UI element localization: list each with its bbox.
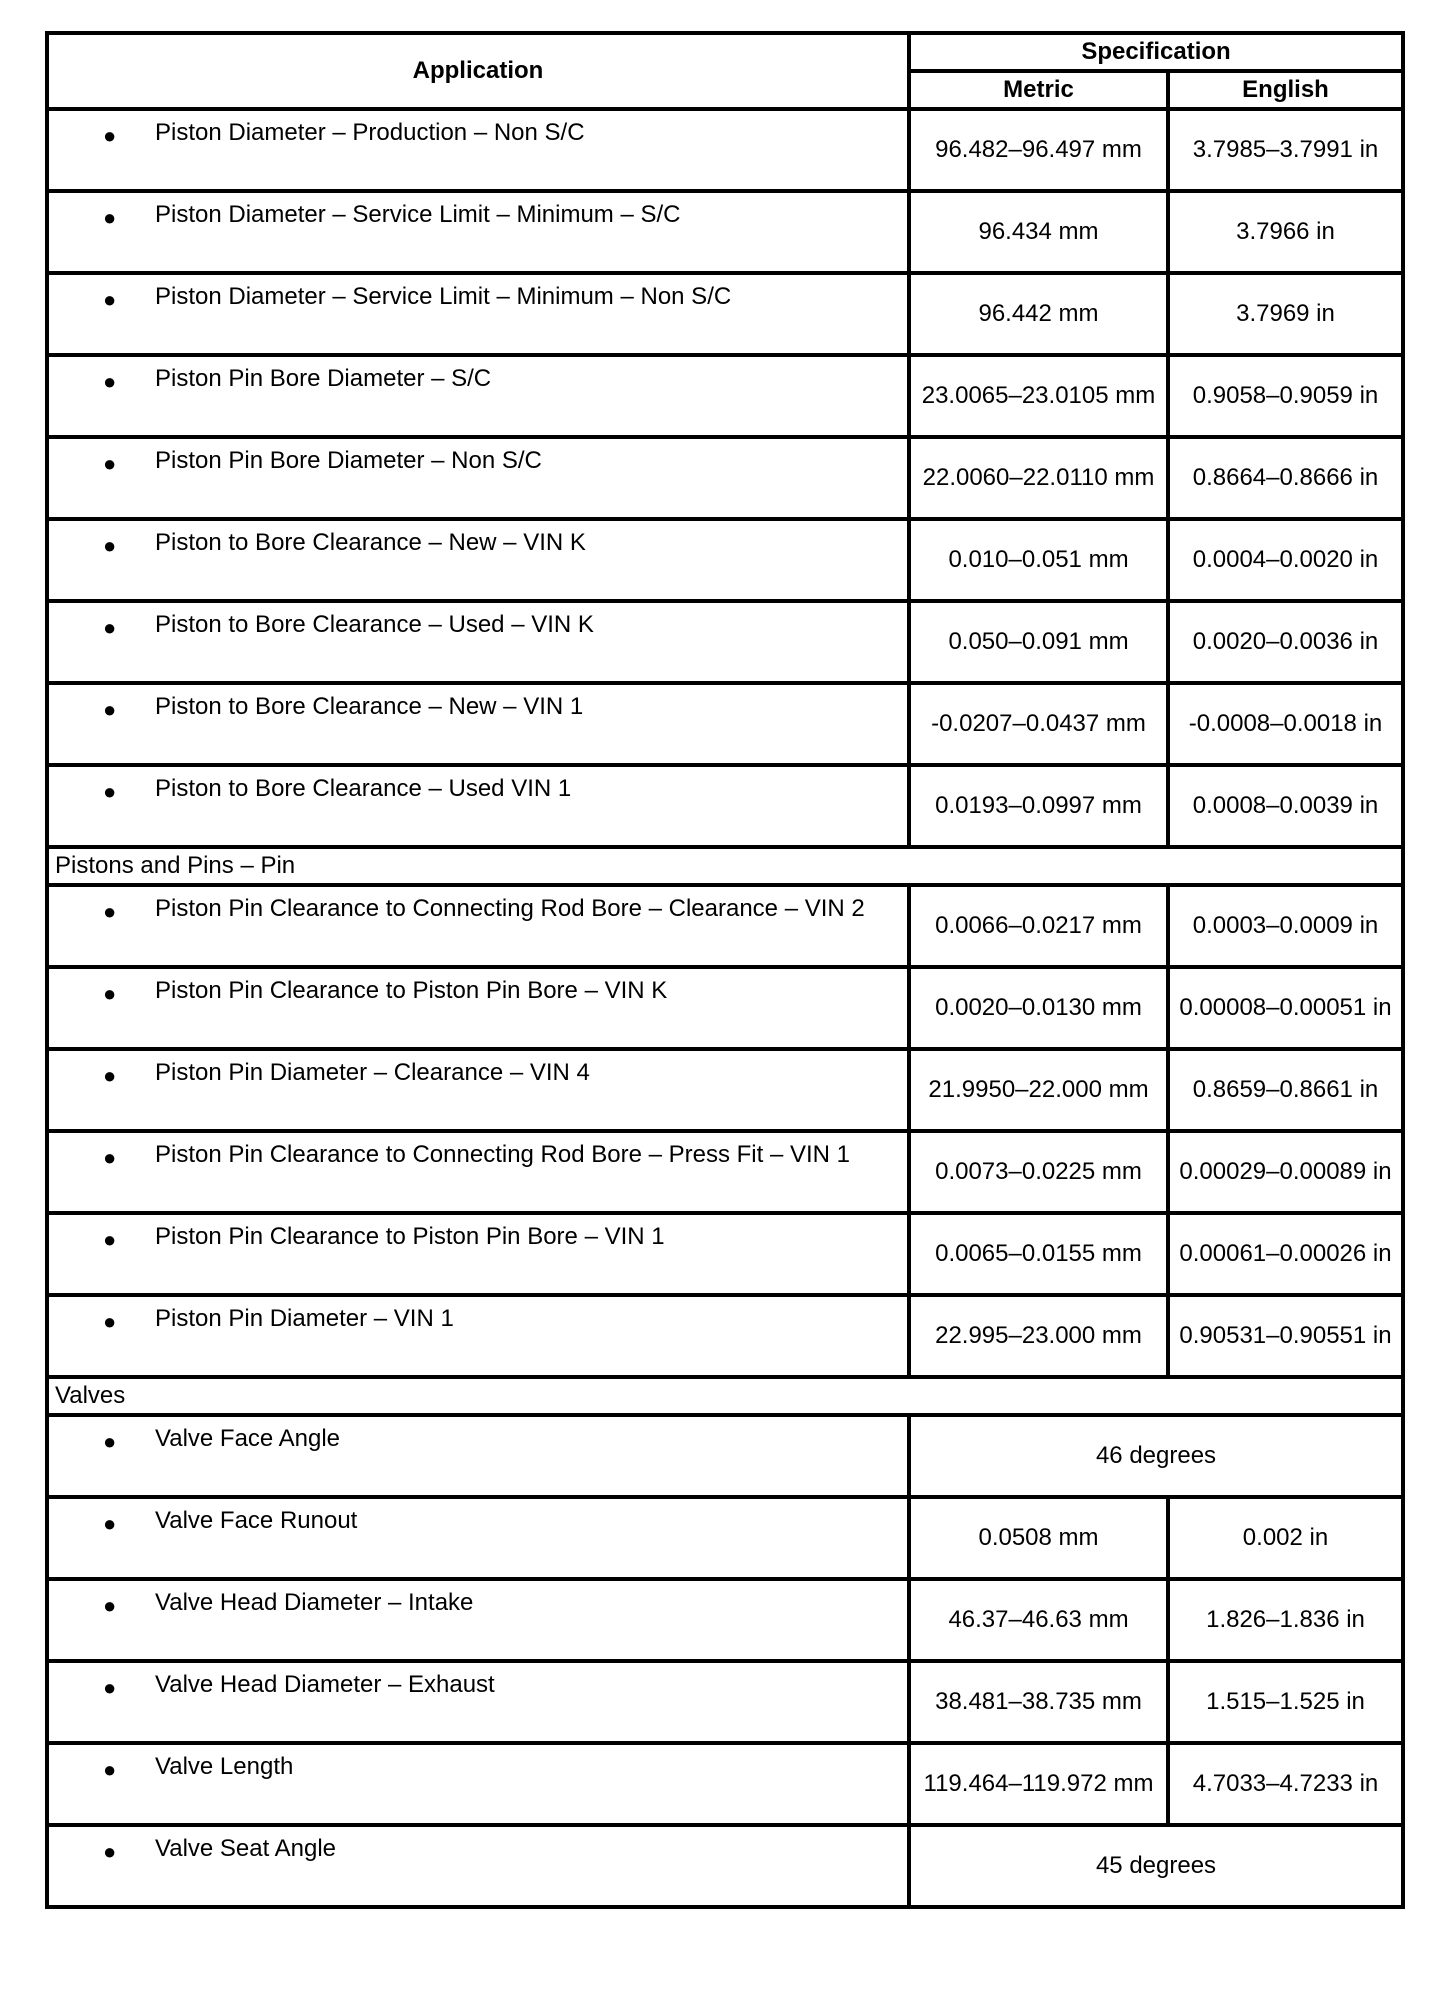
spec-table xyxy=(45,31,1405,1909)
application-cell xyxy=(47,765,909,847)
application-cell xyxy=(47,437,909,519)
metric-value: 96.482–96.497 mm xyxy=(909,109,1168,191)
bullet-icon: ● xyxy=(103,1675,117,1700)
section-title: Valves xyxy=(47,1377,1403,1415)
bullet-icon: ● xyxy=(103,899,117,924)
application-label: Valve Head Diameter – Exhaust xyxy=(155,1671,495,1698)
english-value: 0.90531–0.90551 in xyxy=(1168,1295,1403,1377)
english-value: 0.9058–0.9059 in xyxy=(1168,355,1403,437)
english-value: 3.7969 in xyxy=(1168,273,1403,355)
specification-value: 45 degrees xyxy=(909,1825,1403,1907)
application-label: Piston Diameter – Service Limit – Minimum – Non S/C xyxy=(155,283,732,310)
application-cell xyxy=(47,191,909,273)
application-cell xyxy=(47,109,909,191)
english-value: 1.515–1.525 in xyxy=(1168,1661,1403,1743)
table-row xyxy=(47,1497,1403,1579)
table-row xyxy=(47,1743,1403,1825)
metric-value: 23.0065–23.0105 mm xyxy=(909,355,1168,437)
english-value: 0.0008–0.0039 in xyxy=(1168,765,1403,847)
metric-value: 0.0066–0.0217 mm xyxy=(909,885,1168,967)
english-header: English xyxy=(1168,71,1403,109)
bullet-icon: ● xyxy=(103,533,117,558)
english-value: 3.7985–3.7991 in xyxy=(1168,109,1403,191)
specification-value: 46 degrees xyxy=(909,1415,1403,1497)
bullet-icon: ● xyxy=(103,451,117,476)
section-row xyxy=(47,847,1403,885)
application-label: Piston to Bore Clearance – New – VIN 1 xyxy=(155,693,584,720)
application-label: Valve Length xyxy=(155,1753,294,1780)
application-cell xyxy=(47,355,909,437)
metric-value: 22.995–23.000 mm xyxy=(909,1295,1168,1377)
english-value: 0.002 in xyxy=(1168,1497,1403,1579)
table-row xyxy=(47,1661,1403,1743)
table-row xyxy=(47,765,1403,847)
table-row xyxy=(47,109,1403,191)
application-label: Piston Diameter – Service Limit – Minimum – S/C xyxy=(155,201,681,228)
english-value: -0.0008–0.0018 in xyxy=(1168,683,1403,765)
metric-value: 0.0508 mm xyxy=(909,1497,1168,1579)
table-row xyxy=(47,355,1403,437)
english-value: 3.7966 in xyxy=(1168,191,1403,273)
english-value: 1.826–1.836 in xyxy=(1168,1579,1403,1661)
application-cell xyxy=(47,967,909,1049)
english-value: 4.7033–4.7233 in xyxy=(1168,1743,1403,1825)
application-label: Valve Face Angle xyxy=(155,1425,341,1452)
application-label: Valve Head Diameter – Intake xyxy=(155,1589,474,1616)
application-label: Piston to Bore Clearance – Used – VIN K xyxy=(155,611,594,638)
table-row xyxy=(47,1213,1403,1295)
english-value: 0.0004–0.0020 in xyxy=(1168,519,1403,601)
english-value: 0.0003–0.0009 in xyxy=(1168,885,1403,967)
bullet-icon: ● xyxy=(103,1145,117,1170)
metric-value: 0.010–0.051 mm xyxy=(909,519,1168,601)
section-row xyxy=(47,1377,1403,1415)
table-row xyxy=(47,191,1403,273)
english-value: 0.00061–0.00026 in xyxy=(1168,1213,1403,1295)
metric-value: 0.0020–0.0130 mm xyxy=(909,967,1168,1049)
english-value: 0.00008–0.00051 in xyxy=(1168,967,1403,1049)
english-value: 0.8659–0.8661 in xyxy=(1168,1049,1403,1131)
section-title: Pistons and Pins – Pin xyxy=(47,847,1403,885)
application-cell xyxy=(47,273,909,355)
bullet-icon: ● xyxy=(103,779,117,804)
bullet-icon: ● xyxy=(103,697,117,722)
application-label: Piston to Bore Clearance – New – VIN K xyxy=(155,529,586,556)
metric-value: 119.464–119.972 mm xyxy=(909,1743,1168,1825)
application-cell xyxy=(47,683,909,765)
bullet-icon: ● xyxy=(103,1227,117,1252)
english-value: 0.0020–0.0036 in xyxy=(1168,601,1403,683)
application-cell xyxy=(47,1295,909,1377)
application-cell xyxy=(47,1497,909,1579)
application-label: Piston Pin Bore Diameter – Non S/C xyxy=(155,447,542,474)
english-value: 0.00029–0.00089 in xyxy=(1168,1131,1403,1213)
table-row xyxy=(47,1825,1403,1907)
application-cell xyxy=(47,519,909,601)
application-cell xyxy=(47,1825,909,1907)
application-cell xyxy=(47,1743,909,1825)
application-cell xyxy=(47,1661,909,1743)
application-cell xyxy=(47,1049,909,1131)
bullet-icon: ● xyxy=(103,1839,117,1864)
table-row xyxy=(47,885,1403,967)
application-label: Piston to Bore Clearance – Used VIN 1 xyxy=(155,775,572,802)
english-value: 0.8664–0.8666 in xyxy=(1168,437,1403,519)
application-label: Piston Pin Bore Diameter – S/C xyxy=(155,365,492,392)
bullet-icon: ● xyxy=(103,369,117,394)
spec-body xyxy=(47,109,1403,1907)
table-row xyxy=(47,1049,1403,1131)
table-row xyxy=(47,1131,1403,1213)
application-label: Piston Pin Clearance to Connecting Rod Bore – Clearance – VIN 2 xyxy=(155,895,865,922)
bullet-icon: ● xyxy=(103,1511,117,1536)
metric-value: 96.442 mm xyxy=(909,273,1168,355)
bullet-icon: ● xyxy=(103,123,117,148)
metric-value: 96.434 mm xyxy=(909,191,1168,273)
application-cell xyxy=(47,1579,909,1661)
application-label: Valve Face Runout xyxy=(155,1507,358,1534)
table-row xyxy=(47,273,1403,355)
application-label: Piston Pin Diameter – VIN 1 xyxy=(155,1305,454,1332)
table-row xyxy=(47,601,1403,683)
application-label: Piston Pin Diameter – Clearance – VIN 4 xyxy=(155,1059,590,1086)
application-label: Piston Pin Clearance to Connecting Rod Bore – Press Fit – VIN 1 xyxy=(155,1141,851,1168)
application-cell xyxy=(47,601,909,683)
bullet-icon: ● xyxy=(103,1593,117,1618)
metric-value: 0.0065–0.0155 mm xyxy=(909,1213,1168,1295)
application-cell xyxy=(47,1131,909,1213)
bullet-icon: ● xyxy=(103,1757,117,1782)
bullet-icon: ● xyxy=(103,1429,117,1454)
specification-header: Specification xyxy=(909,33,1403,71)
bullet-icon: ● xyxy=(103,1063,117,1088)
table-row xyxy=(47,1295,1403,1377)
table-row xyxy=(47,967,1403,1049)
bullet-icon: ● xyxy=(103,205,117,230)
application-header: Application xyxy=(47,33,909,109)
bullet-icon: ● xyxy=(103,615,117,640)
application-label: Valve Seat Angle xyxy=(155,1835,337,1862)
table-row xyxy=(47,683,1403,765)
application-label: Piston Diameter – Production – Non S/C xyxy=(155,119,585,146)
bullet-icon: ● xyxy=(103,1309,117,1334)
metric-value: -0.0207–0.0437 mm xyxy=(909,683,1168,765)
metric-value: 38.481–38.735 mm xyxy=(909,1661,1168,1743)
table-row xyxy=(47,1579,1403,1661)
application-cell xyxy=(47,1415,909,1497)
metric-header: Metric xyxy=(909,71,1168,109)
metric-value: 22.0060–22.0110 mm xyxy=(909,437,1168,519)
application-label: Piston Pin Clearance to Piston Pin Bore – VIN K xyxy=(155,977,668,1004)
metric-value: 21.9950–22.000 mm xyxy=(909,1049,1168,1131)
table-row xyxy=(47,519,1403,601)
application-cell xyxy=(47,1213,909,1295)
metric-value: 0.0073–0.0225 mm xyxy=(909,1131,1168,1213)
table-row xyxy=(47,1415,1403,1497)
metric-value: 0.050–0.091 mm xyxy=(909,601,1168,683)
application-label: Piston Pin Clearance to Piston Pin Bore – VIN 1 xyxy=(155,1223,665,1250)
bullet-icon: ● xyxy=(103,287,117,312)
bullet-icon: ● xyxy=(103,981,117,1006)
application-cell xyxy=(47,885,909,967)
table-row xyxy=(47,437,1403,519)
metric-value: 46.37–46.63 mm xyxy=(909,1579,1168,1661)
metric-value: 0.0193–0.0997 mm xyxy=(909,765,1168,847)
